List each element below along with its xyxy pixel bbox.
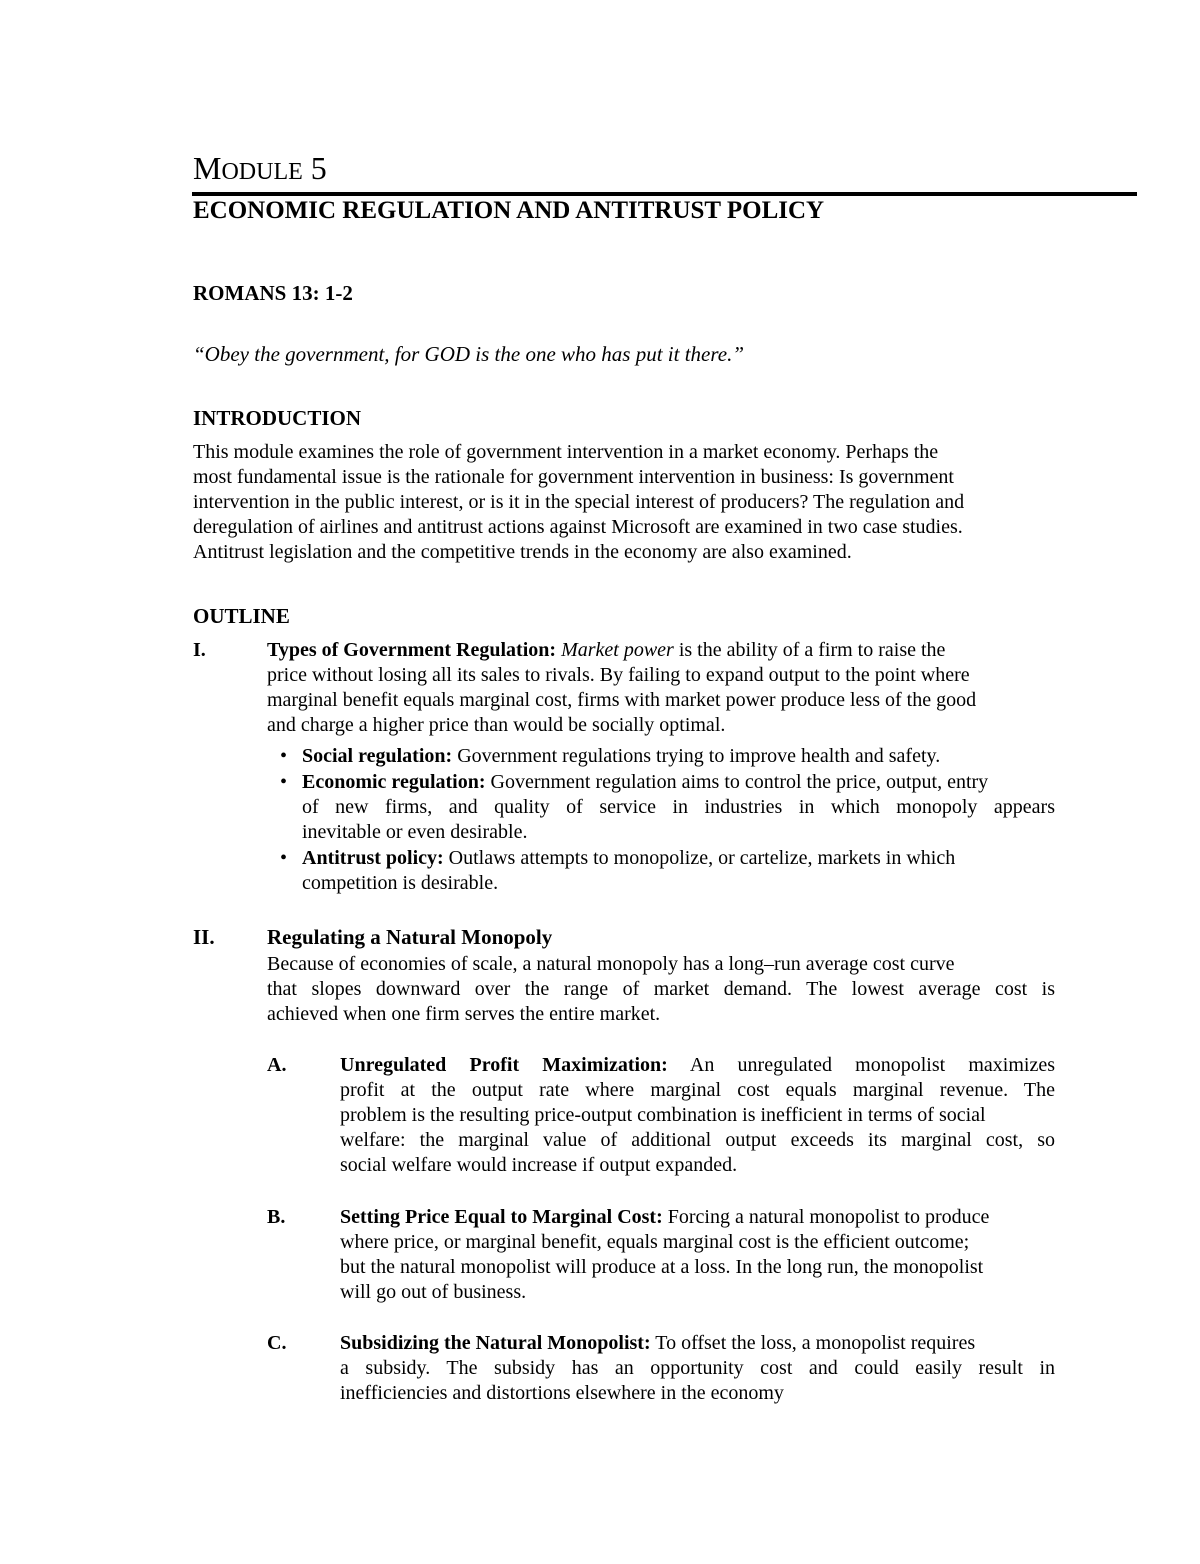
bullet-icon: • [280,771,288,793]
bullet-icon: • [280,745,288,767]
item-letter: B. [267,1206,286,1228]
main-title: ECONOMIC REGULATION AND ANTITRUST POLICY [193,197,825,224]
item-text: welfare: the marginal value of additional output exceeds its marginal cost, so [340,1129,1055,1151]
item-title: Setting Price Equal to Marginal Cost: [340,1206,663,1228]
item-text: will go out of business. [340,1281,527,1303]
intro-line: This module examines the role of government intervention in a market economy. Perhaps the [193,441,939,463]
bullet-item [302,845,955,871]
item-text: problem is the resulting price-output combination is inefficient in terms of social [340,1104,986,1126]
section1-line-rest: is the ability of a firm to raise the [673,639,946,661]
module-number: 5 [310,150,327,186]
section1-title: Types of Government Regulation: [267,639,557,661]
section1-first-line [267,637,945,663]
bullet-text: Government regulation aims to control the price, output, entry [485,771,989,793]
bullet-text: of new firms, and quality of service in industries in which monopoly appears [302,796,1055,818]
section1-line: and charge a higher price than would be socially optimal. [267,714,726,736]
section2-line: Because of economies of scale, a natural monopoly has a long–run average cost curve [267,953,955,975]
item-text: social welfare would increase if output expanded. [340,1154,738,1176]
section1-line: marginal benefit equals marginal cost, firms with market power produce less of the good [267,689,977,711]
scripture-reference: ROMANS 13: 1-2 [193,281,353,305]
bullet-text: inevitable or even desirable. [302,821,528,843]
scripture-quote: “Obey the government, for GOD is the one who has put it there.” [193,342,744,366]
outline-heading: OUTLINE [193,604,290,628]
item-text: inefficiencies and distortions elsewhere in the economy [340,1382,784,1404]
item-first-line [340,1204,989,1230]
item-letter: C. [267,1332,287,1354]
section2-title: Regulating a Natural Monopoly [267,925,553,949]
item-title: Unregulated Profit Maximization: [340,1054,668,1076]
bullet-icon: • [280,847,288,869]
section1-term: Market power [561,639,674,661]
section-numeral: II. [193,925,215,949]
intro-line: deregulation of airlines and antitrust actions against Microsoft are examined in two case studies. [193,516,963,538]
bullet-text: competition is desirable. [302,872,499,894]
item-first-line [340,1330,975,1356]
item-text: a subsidy. The subsidy has an opportunity cost and could easily result in [340,1357,1055,1379]
section2-line: achieved when one firm serves the entire market. [267,1003,661,1025]
item-text: An unregulated monopolist maximizes [667,1054,1055,1076]
bullet-term: Antitrust policy: [302,847,444,869]
bullet-item [302,769,988,795]
item-letter: A. [267,1054,287,1076]
item-text: Forcing a natural monopolist to produce [662,1206,990,1228]
item-title: Subsidizing the Natural Monopolist: [340,1332,651,1354]
section1-line: price without losing all its sales to rivals. By failing to expand output to the point where [267,664,970,686]
section2-line: that slopes downward over the range of market demand. The lowest average cost is [267,978,1055,1000]
item-text: but the natural monopolist will produce at a loss. In the long run, the monopolist [340,1256,984,1278]
item-text: profit at the output rate where marginal cost equals marginal revenue. The [340,1079,1055,1101]
bullet-text: Outlaws attempts to monopolize, or cartelize, markets in which [443,847,956,869]
intro-line: Antitrust legislation and the competitive trends in the economy are also examined. [193,541,852,563]
bullet-text: Government regulations trying to improve health and safety. [452,745,941,767]
bullet-term: Economic regulation: [302,771,486,793]
introduction-heading: INTRODUCTION [193,406,362,430]
bullet-term: Social regulation: [302,745,453,767]
item-first-line [340,1052,1055,1078]
intro-line: intervention in the public interest, or is it in the special interest of producers? The regulation and [193,491,965,513]
item-text: where price, or marginal benefit, equals marginal cost is the efficient outcome; [340,1231,970,1253]
module-title-initial: M [193,150,222,186]
bullet-item [302,743,940,769]
section-numeral: I. [193,639,206,661]
intro-line: most fundamental issue is the rationale for government intervention in business: Is government [193,466,954,488]
item-text: To offset the loss, a monopolist requires [650,1332,976,1354]
module-title-rest: ODULE [221,159,303,185]
module-title [193,148,327,192]
